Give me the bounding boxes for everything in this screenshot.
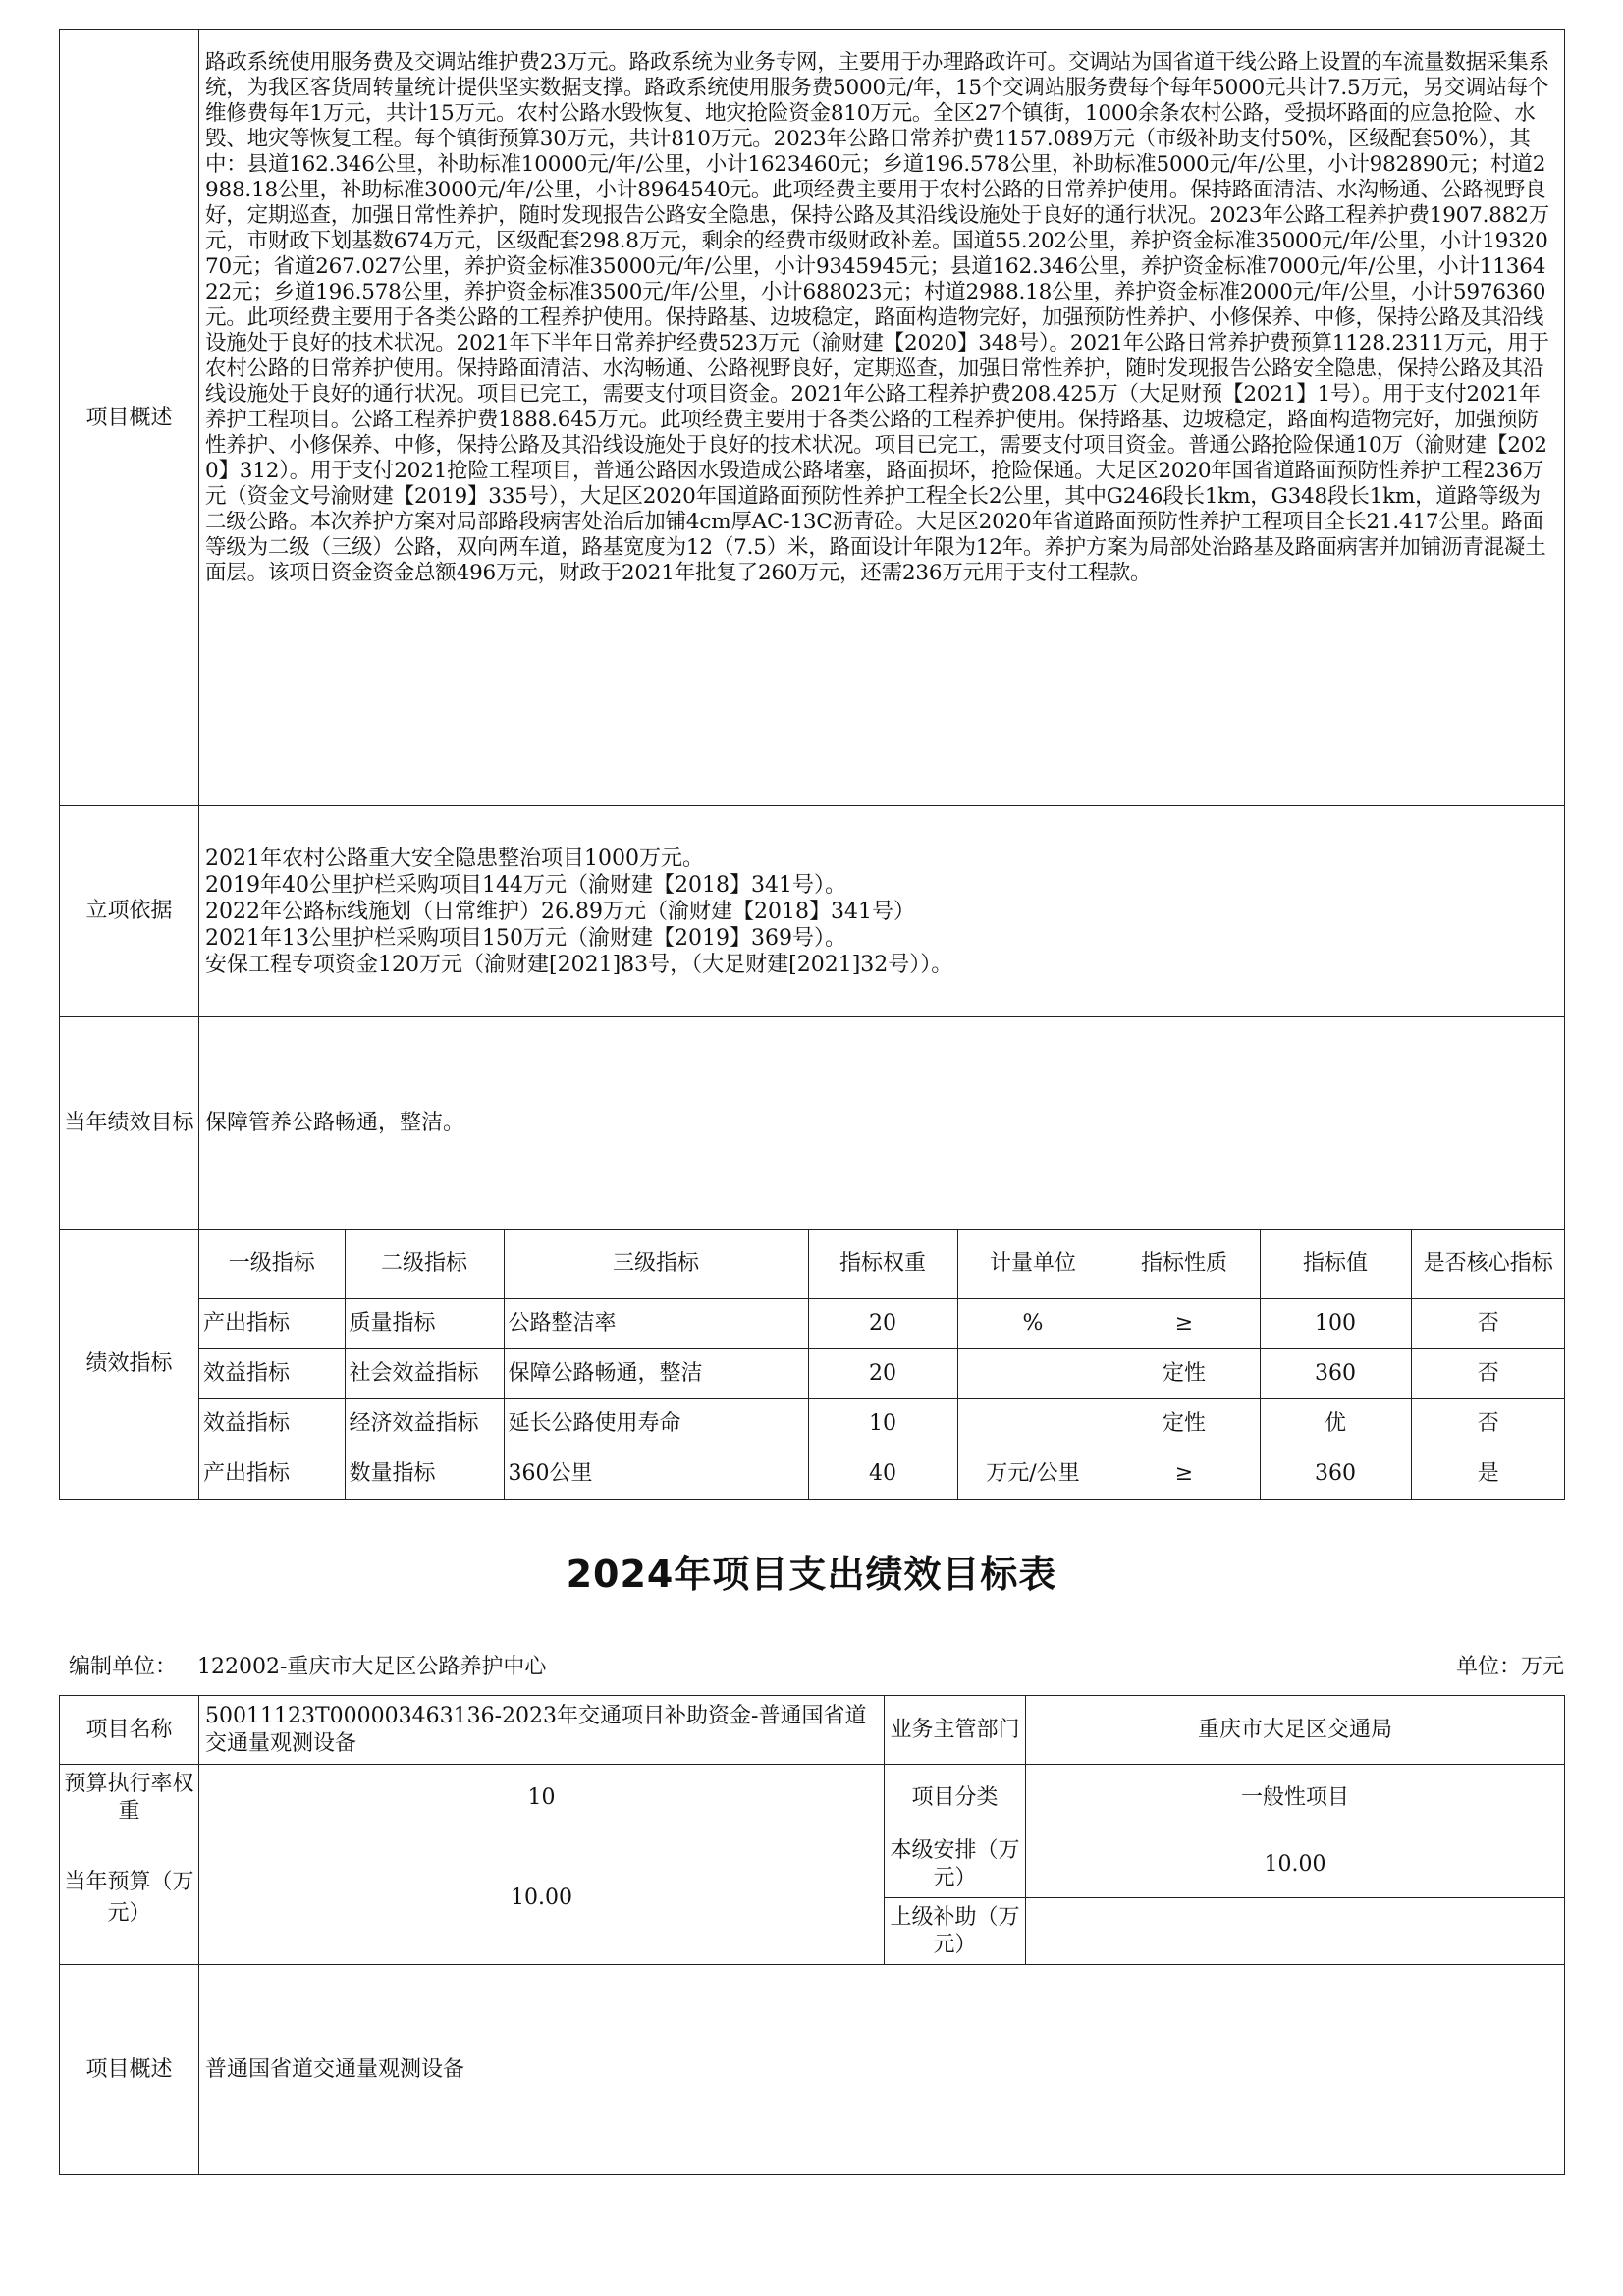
local-value: 10.00 [1026, 1831, 1565, 1898]
form-meta [69, 1650, 1564, 1680]
metric-core: 否 [1411, 1298, 1565, 1348]
exec-weight-label: 预算执行率权重 [60, 1765, 199, 1831]
metrics-table [199, 1230, 1565, 1499]
overview2-label: 项目概述 [60, 1965, 199, 2175]
metrics-header: 二级指标 [345, 1230, 504, 1298]
metric-nature: ≥ [1109, 1449, 1260, 1499]
basis-content [199, 806, 1565, 1017]
budget-row [60, 1831, 1565, 1898]
category-label: 项目分类 [885, 1765, 1026, 1831]
metric-level3: 公路整洁率 [504, 1298, 808, 1348]
metric-core: 是 [1477, 1460, 1499, 1486]
overview-text: 路政系统使用服务费及交调站维护费23万元。路政系统为业务专网，主要用于办理路政许可。交调站为国省道干线公路上设置的车流量数据采集系统，为我区客货周转量统计提供坚实数据支撑。路政系统使用服务费5000元/年，15个交调站服务费每个每年5000元共计7.5万元，另交调站每个维修费每年1万元，共计15万元。农村公路水毁恢复、地灾抢险资金810万元。全区27个镇街，1000余条农村公路，受损坏路面的应急抢险、水毁、地灾等恢复工程。每个镇街预算30万元，共计810万元。2023年公路日常养护费1157.089万元（市级补助支付50%，区级配套50%），其中：县道162.346公里，补助标准10000元/年/公里，小计1623460元；乡道196.578公里，补助标准5000元/年/公里，小计982890元；村道2988.18公里，补助标准3000元/年/公里，小计8964540元。此项经费主要用于农村公路的日常养护使用。保持路面清洁、水沟畅通、公路视野良好，定期巡查，加强日常性养护，随时发现报告公路安全隐患，保持公路及其沿线设施处于良好的通行状况。2023年公路工程养护费1907.882万元，市财政下划基数674万元，区级配套298.8万元，剩余的经费市级财政补差。国道55.202公里，养护资金标准35000元/年/公里，小计1932070元；省道267.027公里，养护资金标准35000元/年/公里，小计9345945元；县道162.346公里，养护资金标准7000元/年/公里，小计1136422元；乡道196.578公里，养护资金标准3500元/年/公里，小计688023元；村道2988.18公里，养护资金标准2000元/年/公里，小计5976360元。此项经费主要用于各类公路的工程养护使用。保持路基、边坡稳定，路面构造物完好，加强预防性养护、小修保养、中修，保持公路及其沿线设施处于良好的技术状况。2021年下半年日常养护经费523万元（渝财建【2020】348号）。2021年公路日常养护费预算1128.2311万元，用于农村公路的日常养护使用。保持路面清洁、水沟畅通、公路视野良好，定期巡查，加强日常性养护，随时发现报告公路安全隐患，保持公路及其沿线设施处于良好的通行状况。项目已完工，需要支付项目资金。2021年公路工程养护费208.425万（大足财预【2021】1号）。用于支付2021年养护工程项目。公路工程养护费1888.645万元。此项经费主要用于各类公路的工程养护使用。保持路基、边坡稳定，路面构造物完好，加强预防性养护、小修保养、中修，保持公路及其沿线设施处于良好的技术状况。项目已完工，需要支付项目资金。普通公路抢险保通10万（渝财建【2020】312）。用于支付2021抢险工程项目，普通公路因水毁造成公路堵塞，路面损坏，抢险保通。大足区2020年国省道路面预防性养护工程236万元（资金文号渝财建【2019】335号），大足区2020年国道路面预防性养护工程全长2公里，其中G246段长1km，G348段长1km，道路等级为二级公路。本次养护方案对局部路段病害处治后加铺4cm厚AC-13C沥青砼。大足区2020年省道路面预防性养护工程项目全长21.417公里。路面等级为二级（三级）公路，双向两车道，路基宽度为12（7.5）米，路面设计年限为12年。养护方案为局部处治路基及路面病害并加铺沥青混凝土面层。该项目资金资金总额496万元，财政于2021年批复了260万元，还需236万元用于支付工程款。 [199, 30, 1565, 806]
goal-row [60, 1017, 1565, 1230]
metric-level2: 数量指标 [345, 1449, 504, 1499]
metrics-row [60, 1230, 1565, 1500]
metrics-cell [199, 1230, 1565, 1500]
metric-unit: % [957, 1298, 1109, 1348]
metric-level2: 经济效益指标 [345, 1398, 504, 1449]
project-name-value: 50011123T000003463136-2023年交通项目补助资金-普通国省道交通量观测设备 [199, 1696, 885, 1765]
upper-value [1026, 1898, 1565, 1965]
table-row [199, 1348, 1565, 1398]
metric-value: 100 [1260, 1298, 1411, 1348]
metric-nature: 定性 [1109, 1348, 1260, 1398]
metric-level3: 延长公路使用寿命 [504, 1398, 808, 1449]
category-value: 一般性项目 [1026, 1765, 1565, 1831]
metric-weight: 10 [808, 1398, 957, 1449]
metrics-header: 一级指标 [199, 1230, 345, 1298]
basis-row [60, 806, 1565, 1017]
metrics-label: 绩效指标 [60, 1230, 199, 1500]
metric-value: 优 [1260, 1398, 1411, 1449]
metrics-header: 是否核心指标 [1411, 1230, 1565, 1298]
table-row [199, 1398, 1565, 1449]
metric-weight: 20 [808, 1298, 957, 1348]
metric-level1: 产出指标 [199, 1298, 345, 1348]
basis-line: 2019年40公里护栏采购项目144万元（渝财建【2018】341号）。 [205, 872, 846, 898]
metric-level3: 保障公路畅通，整洁 [504, 1348, 808, 1398]
metrics-header: 指标性质 [1109, 1230, 1260, 1298]
project-name-row [60, 1696, 1565, 1765]
metric-level2: 社会效益指标 [345, 1348, 504, 1398]
basis-label: 立项依据 [60, 806, 199, 1017]
performance-table [59, 1695, 1565, 2175]
exec-weight-value: 10 [199, 1765, 885, 1831]
metric-unit: 万元/公里 [957, 1449, 1109, 1499]
metric-value: 360 [1260, 1348, 1411, 1398]
goal-label: 当年绩效目标 [60, 1017, 199, 1230]
goal-text: 保障管养公路畅通，整洁。 [199, 1017, 1565, 1230]
dept-label: 业务主管部门 [885, 1696, 1026, 1765]
upper-label: 上级补助（万元） [885, 1898, 1026, 1965]
metric-weight: 20 [808, 1348, 957, 1398]
project-name-label: 项目名称 [60, 1696, 199, 1765]
metric-unit [957, 1348, 1109, 1398]
metric-unit [957, 1398, 1109, 1449]
overview2-row [60, 1965, 1565, 2175]
metric-level1: 效益指标 [199, 1398, 345, 1449]
metric-core: 否 [1411, 1348, 1565, 1398]
org-value: 122002-重庆市大足区公路养护中心 [197, 1655, 547, 1679]
metric-level2: 质量指标 [345, 1298, 504, 1348]
metrics-header: 三级指标 [504, 1230, 808, 1298]
budget-label: 当年预算（万元） [60, 1831, 199, 1965]
local-label: 本级安排（万元） [885, 1831, 1026, 1898]
page-title: 2024年项目支出绩效目标表 [566, 1553, 1057, 1596]
basis-line: 2021年农村公路重大安全隐患整治项目1000万元。 [205, 846, 704, 871]
metrics-header: 指标值 [1260, 1230, 1411, 1298]
metrics-header: 指标权重 [808, 1230, 957, 1298]
metric-level1: 产出指标 [199, 1449, 345, 1499]
basis-line: 2021年13公里护栏采购项目150万元（渝财建【2019】369号）。 [205, 925, 846, 951]
metric-level1: 效益指标 [199, 1348, 345, 1398]
budget-value: 10.00 [199, 1831, 885, 1965]
basis-line: 安保工程专项资金120万元（渝财建[2021]83号，（大足财建[2021]32号））。 [205, 952, 953, 977]
org-label: 编制单位： [69, 1655, 178, 1679]
table-row [199, 1298, 1565, 1348]
metric-value: 360 [1260, 1449, 1411, 1499]
overview2-text: 普通国省道交通量观测设备 [199, 1965, 1565, 2175]
basis-line: 2022年公路标线施划（日常维护）26.89万元（渝财建【2018】341号） [205, 899, 915, 924]
metric-level3: 360公里 [504, 1449, 808, 1499]
overview-row [60, 30, 1565, 806]
metrics-header-row [199, 1230, 1565, 1298]
table-row [199, 1449, 1565, 1499]
metric-weight: 40 [808, 1449, 957, 1499]
overview-label: 项目概述 [60, 30, 199, 806]
metric-nature: 定性 [1109, 1398, 1260, 1449]
dept-value: 重庆市大足区交通局 [1026, 1696, 1565, 1765]
performance-table-continued [59, 29, 1565, 1500]
unit-label: 单位：万元 [1455, 1655, 1564, 1679]
exec-weight-row [60, 1765, 1565, 1831]
metric-nature: ≥ [1109, 1298, 1260, 1348]
metric-core: 否 [1411, 1398, 1565, 1449]
metrics-header: 计量单位 [957, 1230, 1109, 1298]
